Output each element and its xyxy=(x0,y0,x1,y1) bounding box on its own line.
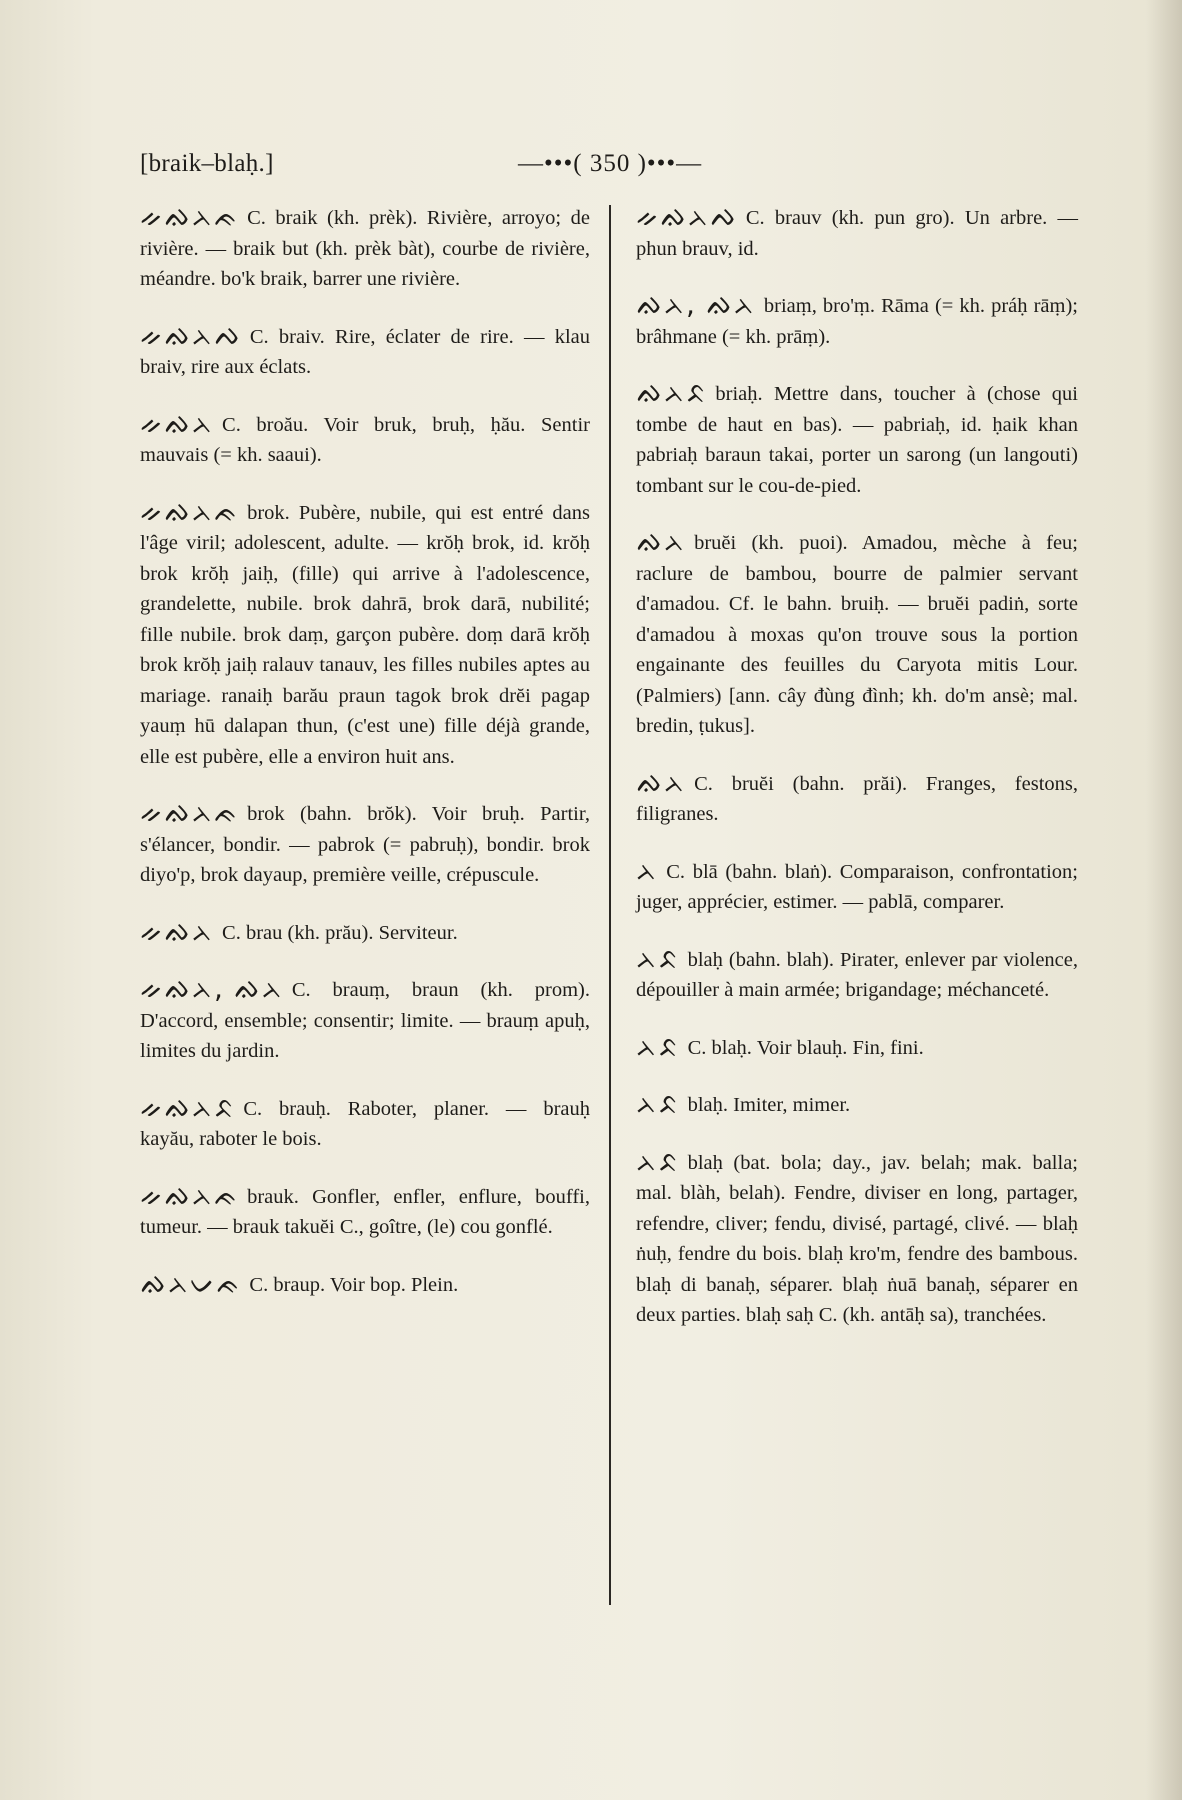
cham-script: ᨁᨂ xyxy=(636,525,687,558)
entry-briah xyxy=(636,376,1078,501)
entry-brau xyxy=(140,915,590,949)
cham-script: ᨀᨁᨂᨄ xyxy=(140,318,242,352)
entry-bruei-1 xyxy=(636,525,1078,742)
cham-script: ᨀᨁᨂ xyxy=(140,914,215,948)
entry-text: C. blā (bahn. blaṅ). Comparaison, confrontation; juger, apprécier, estimer. — pablā, comparer. xyxy=(636,860,1078,913)
entry-brauh xyxy=(140,1091,590,1155)
cham-script: ᨂᨅ xyxy=(636,1087,680,1120)
page-number: —•••( 350 )•••— xyxy=(518,150,703,177)
entry-text: C. braiv. Rire, éclater de rire. — klau braiv, rire aux éclats. xyxy=(140,325,590,378)
entry-text: blaḥ (bat. bola; day., jav. belah; mak. balla; mal. blàh, belah). Fendre, diviser en long, partager, refendre, cliver; fendu, divisé, partagé, clivé. — blaḥ ṅuḥ, fendre du bois. blaḥ kro'm, fendre des bambous. blaḥ di banaḥ, séparer. blaḥ ṅuā banaḥ, séparer en deux parties. blaḥ saḥ C. (kh. antāḥ sa), tranchées. xyxy=(636,1151,1078,1326)
entry-braiv xyxy=(140,319,590,383)
entry-briam xyxy=(636,288,1078,352)
entry-braum xyxy=(140,972,590,1067)
entry-text: C. blaḥ. Voir blauḥ. Fin, fini. xyxy=(687,1036,924,1059)
cham-script: ᨂ xyxy=(636,853,659,887)
entry-text: C. broău. Voir bruk, bruḥ, ḥău. Sentir mauvais (= kh. saaui). xyxy=(140,413,590,466)
cham-script: ᨂᨅ xyxy=(636,1029,680,1063)
left-column xyxy=(140,200,590,1324)
entry-text: C. bruĕi (bahn. prăi). Franges, festons, filigranes. xyxy=(636,772,1078,825)
cham-script: ᨀᨁᨂᨃ xyxy=(140,796,240,829)
entry-braup xyxy=(140,1267,590,1301)
entry-text: brok. Pubère, nubile, qui est entré dans l'âge viril; adolescent, adulte. — krŏḥ brok, id. krŏḥ brok krŏḥ jaiḥ, (fille) qui arrive à l'adolescence, grandelette, nubile. brok dahrā, brok darā, nubilité; fille nubile. brok daṃ, garçon pubère. doṃ darā krŏḥ brok krŏḥ jaiḥ ralauv tanauv, les filles nubiles aptes au mariage. ranaiḥ barău praun tagok brok drĕi pagap yauṃ hū dalapan thun, (c'est une) fille déjà grande, elle est pubère, elle a environ huit ans. xyxy=(140,501,590,768)
guide-words: [braik–blaḥ.] xyxy=(140,150,274,177)
entry-broau xyxy=(140,407,590,471)
entry-bla xyxy=(636,854,1078,918)
cham-script: ᨀᨁᨂᨃ xyxy=(140,494,240,528)
right-column xyxy=(636,200,1078,1355)
cham-script: ᨁᨂ xyxy=(636,765,687,799)
cham-script: ᨀᨁᨂᨃ xyxy=(140,200,240,233)
entry-text: brok (bahn. brŏk). Voir bruḥ. Partir, s'élancer, bondir. — pabrok (= pabruḥ), bondir. brok diyo'p, brok dayaup, première veille, crépuscule. xyxy=(140,803,590,886)
entry-text: briaḥ. Mettre dans, toucher à (chose qui tombe de haut en bas). — pabriaḥ, id. ḥaik khan pabriaḥ baraun takai, porter un sarong (un langouti) tombant sur le cou-de-pied. xyxy=(636,383,1078,497)
entry-brauv xyxy=(636,200,1078,264)
entry-text: C. braik (kh. prèk). Rivière, arroyo; de rivière. — braik but (kh. prèk bàt), courbe de rivière, méandre. bo'k braik, barrer une rivière. xyxy=(140,207,590,290)
page-edge-shadow xyxy=(1146,0,1182,1800)
entry-text: C. brauv (kh. pun gro). Un arbre. — phun brauv, id. xyxy=(636,207,1078,260)
entry-text: bruĕi (kh. puoi). Amadou, mèche à feu; raclure de bambou, bourre de palmier servant d'amadou. Cf. le bahn. bruiḥ. — bruĕi padiṅ, sorte d'amadou à moxas qu'on trouve sous la portion engainante des feuilles du Caryota mitis Lour. (Palmiers) [ann. cây đùng đình; kh. do'm ansè; mal. bredin, ṭukus]. xyxy=(636,532,1078,737)
entry-text: C. braup. Voir bop. Plein. xyxy=(249,1273,459,1296)
entry-bruei-2 xyxy=(636,766,1078,830)
entry-text: brauk. Gonfler, enfler, enflure, bouffi, tumeur. — brauk takuĕi C., goître, (le) cou gonflé. xyxy=(140,1185,590,1238)
cham-script: ᨁᨂᨆᨃ xyxy=(140,1266,242,1300)
entry-blah-4 xyxy=(636,1145,1078,1331)
entry-text: C. brauṃ, braun (kh. prom). D'accord, ensemble; consentir; limite. — brauṃ apuḥ, limites du jardin. xyxy=(140,979,590,1062)
cham-script: ᨁᨂ, ᨁᨂ xyxy=(636,288,756,321)
entry-brok-2 xyxy=(140,796,590,891)
entry-blah-2 xyxy=(636,1030,1078,1064)
cham-script: ᨀᨁᨂ, ᨁᨂ xyxy=(140,972,284,1005)
entry-blah-3 xyxy=(636,1087,1078,1121)
cham-script: ᨀᨁᨂ xyxy=(140,406,215,440)
entry-text: blaḥ (bahn. blah). Pirater, enlever par violence, dépouiller à main armée; brigandage; méchanceté. xyxy=(636,948,1078,1001)
entry-text: briaṃ, bro'ṃ. Rāma (= kh. práḥ rāṃ); brâhmane (= kh. prāṃ). xyxy=(636,295,1078,348)
cham-script: ᨂᨅ xyxy=(636,1144,680,1178)
cham-script: ᨀᨁᨂᨄ xyxy=(636,200,738,233)
entry-brauk xyxy=(140,1179,590,1243)
cham-script: ᨂᨅ xyxy=(636,941,680,975)
entry-braik xyxy=(140,200,590,295)
entry-text: C. brau (kh. prău). Serviteur. xyxy=(222,921,458,944)
entry-brok-1 xyxy=(140,495,590,773)
entry-text: C. brauḥ. Raboter, planer. — brauḥ kayău, raboter le bois. xyxy=(140,1097,590,1150)
cham-script: ᨀᨁᨂᨅ xyxy=(140,1090,236,1124)
entry-text: blaḥ. Imiter, mimer. xyxy=(687,1094,851,1116)
cham-script: ᨀᨁᨂᨃ xyxy=(140,1178,240,1212)
column-divider xyxy=(609,205,611,1605)
entry-blah-1 xyxy=(636,942,1078,1006)
cham-script: ᨁᨂᨅ xyxy=(636,376,708,409)
